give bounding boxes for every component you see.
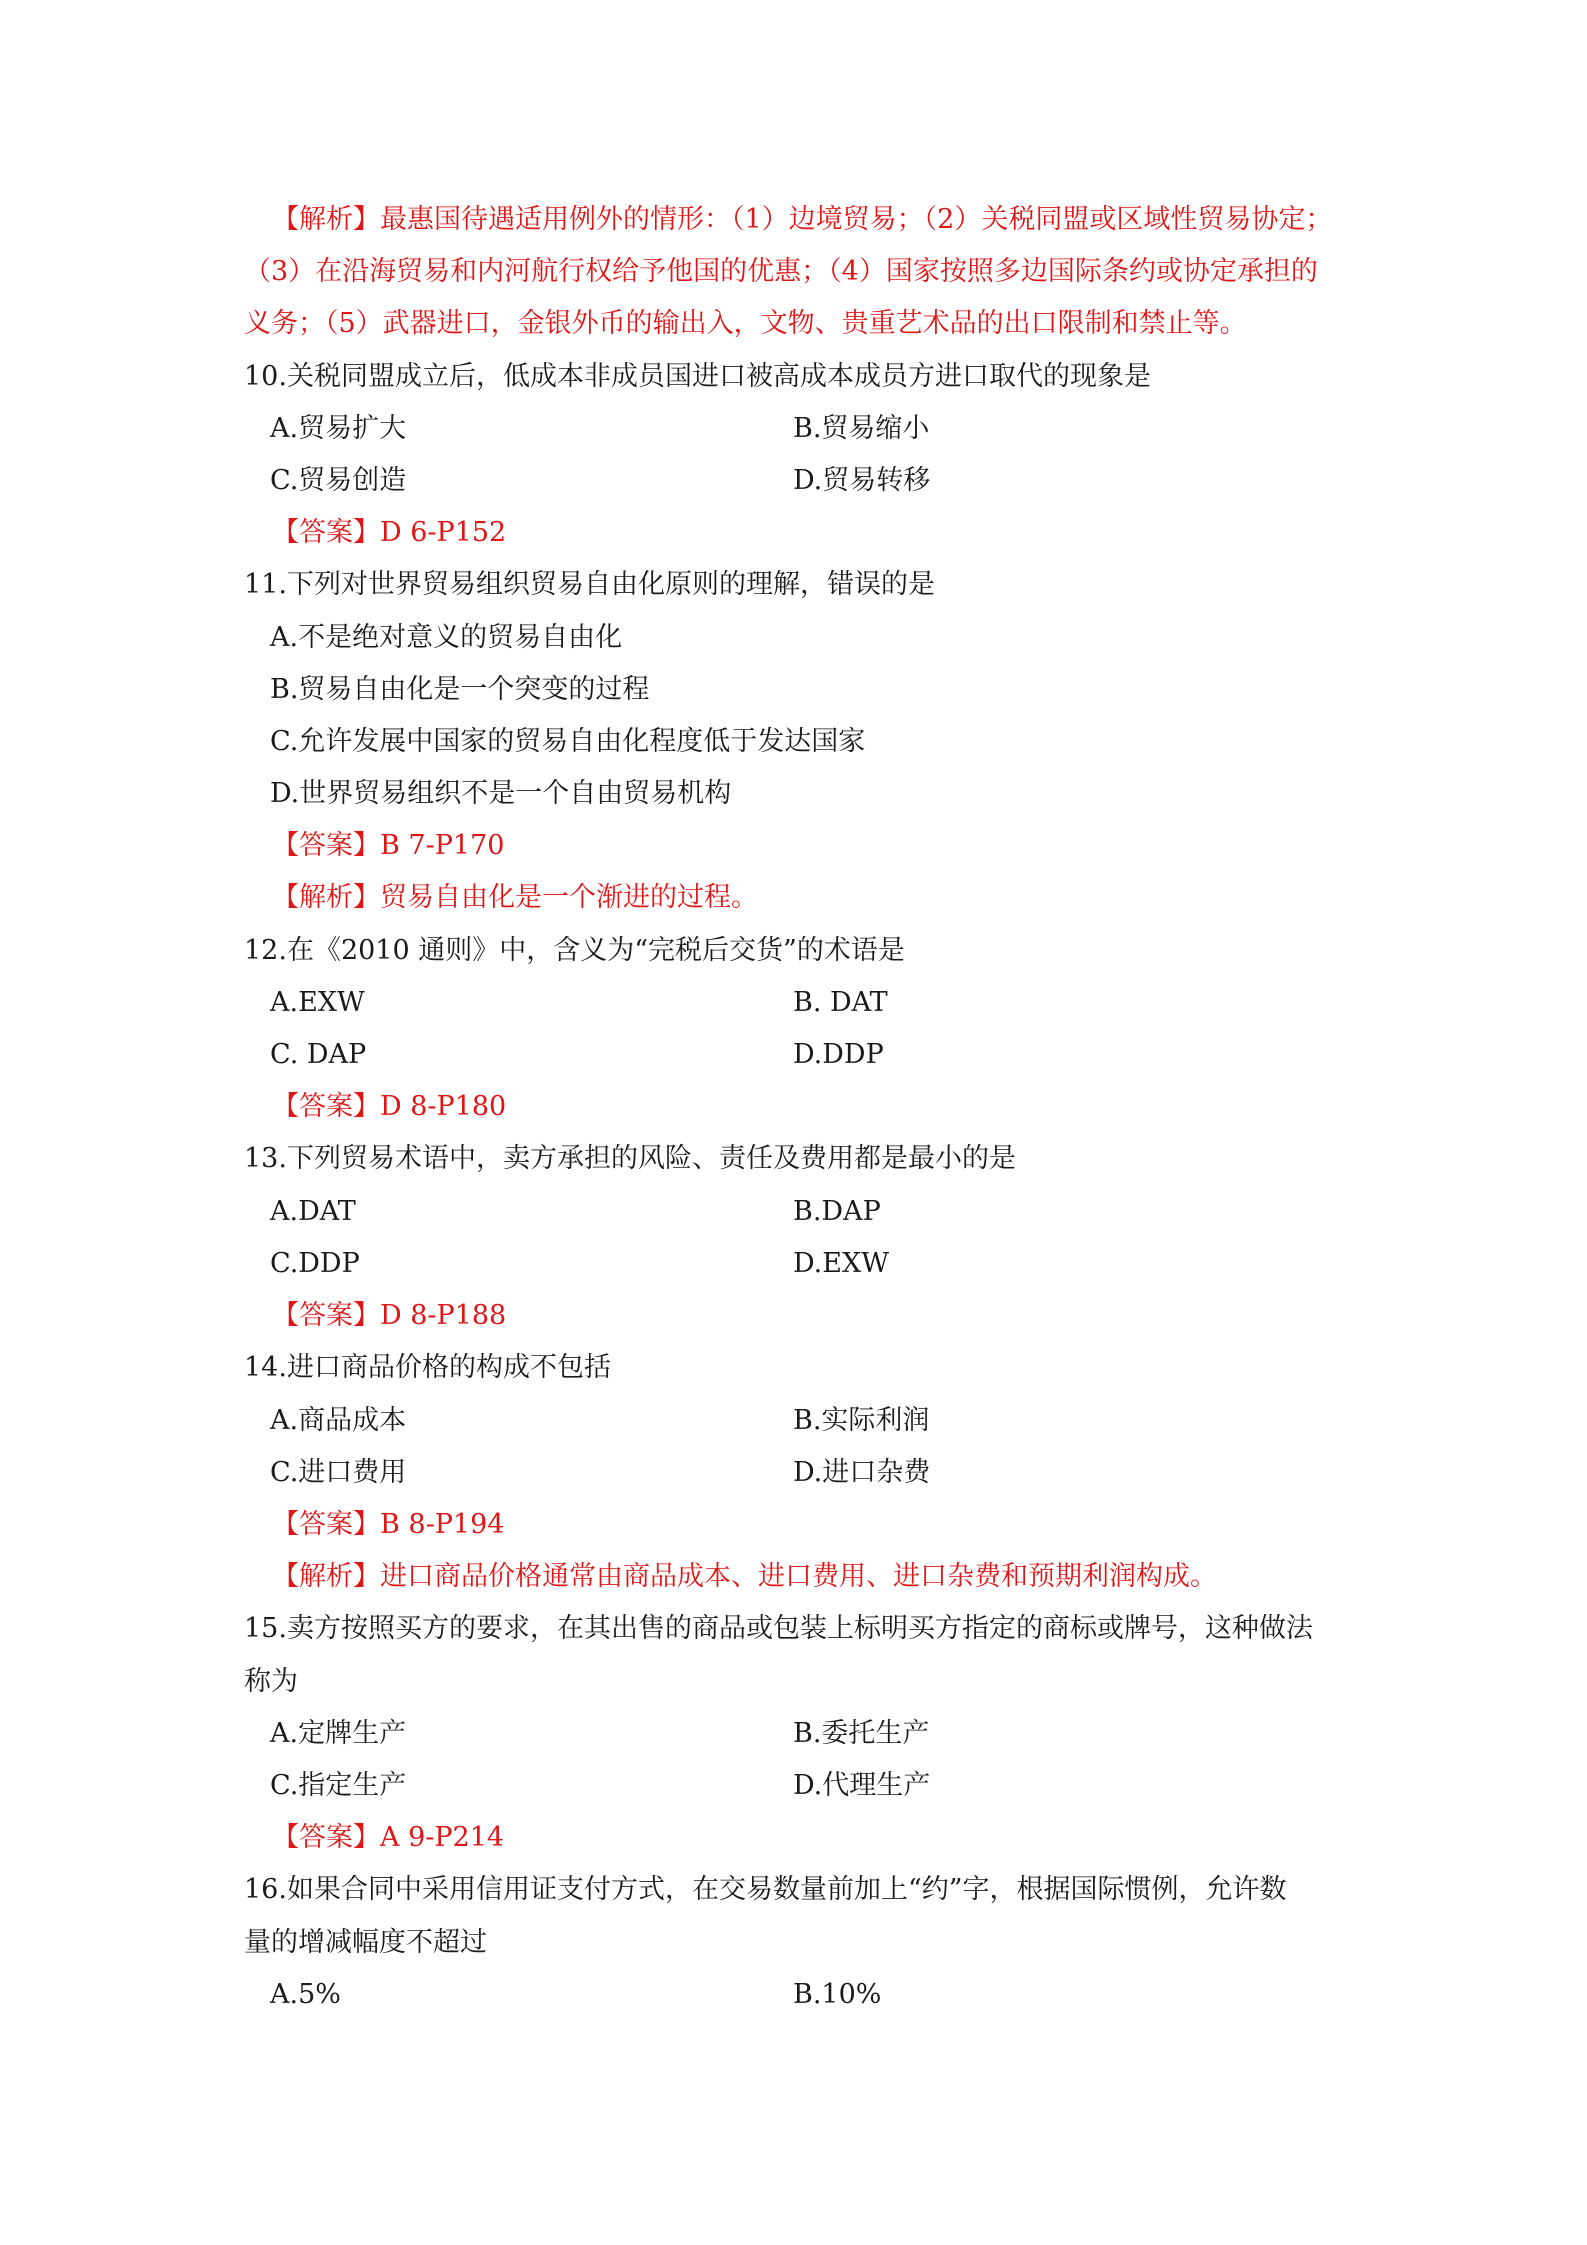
q15-option-c: C.指定生产 bbox=[270, 1770, 407, 1801]
q14-analysis: 【解析】进口商品价格通常由商品成本、进口费用、进口杂费和预期利润构成。 bbox=[272, 1561, 1217, 1592]
q11-answer: 【答案】B 7-P170 bbox=[272, 830, 505, 861]
q10-option-a: A.贸易扩大 bbox=[270, 413, 407, 444]
q10-option-d: D.贸易转移 bbox=[793, 465, 931, 496]
q10-option-c: C.贸易创造 bbox=[270, 465, 407, 496]
q14-option-d: D.进口杂费 bbox=[793, 1457, 931, 1488]
q13-option-a: A.DAT bbox=[270, 1196, 356, 1227]
analysis-9-line-1: 【解析】最惠国待遇适用例外的情形：（1）边境贸易；（2）关税同盟或区域性贸易协定； bbox=[272, 204, 1333, 235]
q15-answer: 【答案】A 9-P214 bbox=[272, 1822, 505, 1853]
q11-option-d: D.世界贸易组织不是一个自由贸易机构 bbox=[270, 778, 732, 809]
q11-option-c: C.允许发展中国家的贸易自由化程度低于发达国家 bbox=[270, 726, 866, 757]
question-16-line-2: 量的增减幅度不超过 bbox=[244, 1927, 487, 1958]
q16-option-a: A.5% bbox=[270, 1979, 341, 2010]
question-11: 11.下列对世界贸易组织贸易自由化原则的理解，错误的是 bbox=[244, 569, 935, 600]
analysis-9-line-3: 义务；（5）武器进口，金银外币的输出入，文物、贵重艺术品的出口限制和禁止等。 bbox=[244, 308, 1247, 339]
question-15-line-1: 15.卖方按照买方的要求，在其出售的商品或包装上标明买方指定的商标或牌号，这种做法 bbox=[244, 1613, 1313, 1644]
q11-option-b: B.贸易自由化是一个突变的过程 bbox=[270, 674, 650, 705]
q13-answer: 【答案】D 8-P188 bbox=[272, 1300, 507, 1331]
q11-analysis: 【解析】贸易自由化是一个渐进的过程。 bbox=[272, 882, 758, 913]
q13-option-c: C.DDP bbox=[270, 1248, 360, 1279]
q15-option-b: B.委托生产 bbox=[793, 1718, 930, 1749]
q12-option-c: C. DAP bbox=[270, 1039, 367, 1070]
q11-option-a: A.不是绝对意义的贸易自由化 bbox=[270, 622, 623, 653]
q14-option-c: C.进口费用 bbox=[270, 1457, 407, 1488]
q12-option-d: D.DDP bbox=[793, 1039, 884, 1070]
question-16-line-1: 16.如果合同中采用信用证支付方式，在交易数量前加上“约”字，根据国际惯例，允许数 bbox=[244, 1874, 1287, 1905]
q15-option-d: D.代理生产 bbox=[793, 1770, 931, 1801]
q12-option-b: B. DAT bbox=[793, 987, 888, 1018]
question-15-line-2: 称为 bbox=[244, 1666, 298, 1697]
q14-option-a: A.商品成本 bbox=[270, 1405, 407, 1436]
analysis-9-line-2: （3）在沿海贸易和内河航行权给予他国的优惠；（4）国家按照多边国际条约或协定承担的 bbox=[244, 256, 1318, 287]
q13-option-d: D.EXW bbox=[793, 1248, 889, 1279]
q10-answer: 【答案】D 6-P152 bbox=[272, 517, 507, 548]
q10-option-b: B.贸易缩小 bbox=[793, 413, 930, 444]
q14-option-b: B.实际利润 bbox=[793, 1405, 930, 1436]
question-12: 12.在《2010 通则》中，含义为“完税后交货”的术语是 bbox=[244, 935, 905, 966]
q12-answer: 【答案】D 8-P180 bbox=[272, 1091, 507, 1122]
q15-option-a: A.定牌生产 bbox=[270, 1718, 407, 1749]
question-14: 14.进口商品价格的构成不包括 bbox=[244, 1352, 611, 1383]
q14-answer: 【答案】B 8-P194 bbox=[272, 1509, 505, 1540]
q13-option-b: B.DAP bbox=[793, 1196, 881, 1227]
q16-option-b: B.10% bbox=[793, 1979, 882, 2010]
question-13: 13.下列贸易术语中，卖方承担的风险、责任及费用都是最小的是 bbox=[244, 1143, 1016, 1174]
q12-option-a: A.EXW bbox=[270, 987, 365, 1018]
question-10: 10.关税同盟成立后，低成本非成员国进口被高成本成员方进口取代的现象是 bbox=[244, 361, 1151, 392]
